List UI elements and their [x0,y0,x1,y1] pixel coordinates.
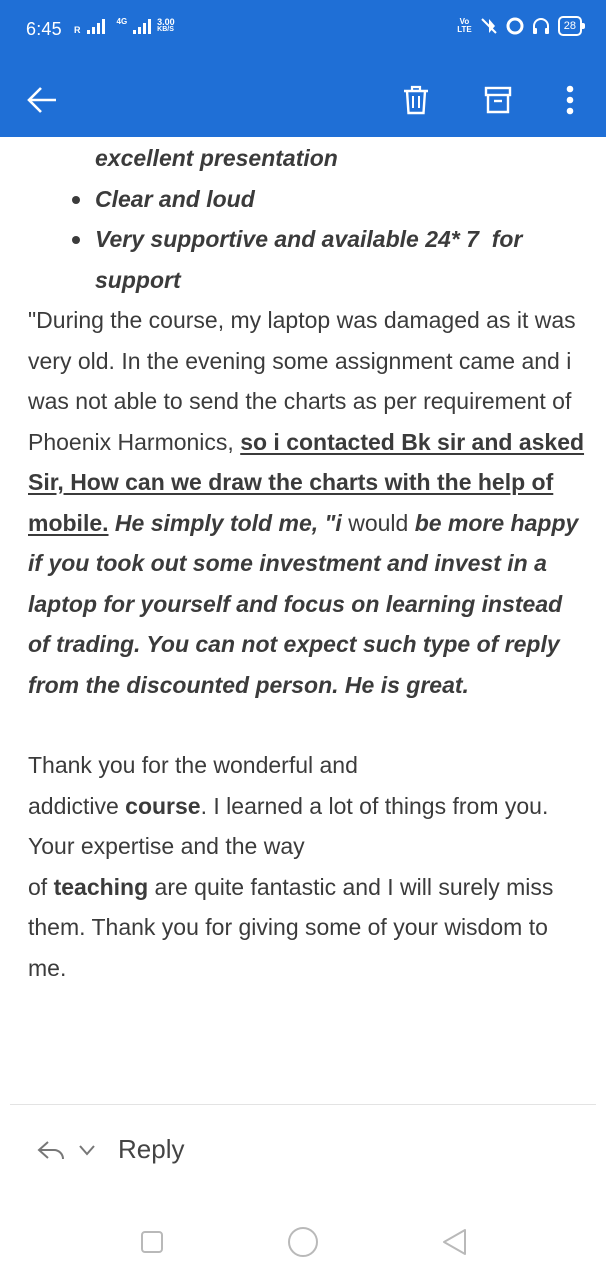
signal-icon [87,18,105,34]
battery-icon: 28 [558,16,582,36]
bullet-text: Clear and loud [95,185,255,212]
paragraph-text: addictive [28,792,126,819]
status-bar [0,0,606,62]
testimonial-paragraph [28,300,588,705]
speed-value: 3.00 [157,17,175,27]
chevron-down-icon[interactable] [78,1144,96,1156]
bullet-dot [72,196,80,204]
speed-unit: KB/S [157,26,174,33]
more-options-button[interactable] [546,76,594,124]
network-type: 4G [116,17,128,26]
carrier-label: R [74,25,81,35]
nav-back-button[interactable] [434,1222,474,1262]
paragraph-text: Thank you for the wonderful and [28,752,358,778]
volte-top: Vo [459,17,470,26]
recents-square-icon [140,1230,164,1254]
back-button[interactable] [18,76,66,124]
bold-text: teaching [53,873,149,900]
paragraph-text: "During the course, my laptop was damaged as it was very old. In the evening some assignment came and i was not able to send the charts as per requirement of Phoenix Harmonics, [28,307,576,455]
paragraph-gap [28,705,588,745]
trash-icon [401,84,431,116]
bold-text: course [125,792,201,819]
bullet-continuation: excellent presentation [95,145,338,171]
thank-you-paragraph [28,745,588,988]
bullet-dot [72,236,80,244]
reply-button[interactable]: Reply [118,1134,185,1164]
reply-arrow-icon[interactable] [36,1138,68,1162]
status-left-icons [74,18,175,34]
back-triangle-icon [440,1227,468,1257]
status-right-icons [457,16,582,36]
mute-icon [480,17,498,35]
paragraph-text: are quite fantastic and I will surely miss them. Thank you for giving some of your wisdom to me. [28,873,554,981]
signal-icon-2 [133,18,151,34]
bullet-continuation: support [95,266,181,293]
headset-icon [532,17,550,35]
app-toolbar [0,62,606,137]
reply-row[interactable] [36,1134,184,1165]
list-item [28,179,588,220]
delete-button[interactable] [392,76,440,124]
paragraph-text: of [28,873,54,900]
underlined-text: so i contacted Bk sir and asked Sir, How can we draw the charts with the help of mobile. [28,428,585,536]
paragraph-text: would [341,509,415,536]
bold-text: He simply told me, "i [108,509,342,536]
divider [10,1104,596,1105]
home-button[interactable] [283,1222,323,1262]
archive-button[interactable] [474,76,522,124]
recents-button[interactable] [132,1222,172,1262]
home-circle-icon [286,1225,320,1259]
back-arrow-icon [25,85,59,115]
bold-text: be more happy if you took out some investment and invest in a laptop for yourself and focus on learning instead of trading. You can not expect such type of reply from the discounted person. He is great. [28,509,579,698]
message-body [28,138,588,988]
archive-icon [483,85,513,115]
status-time: 6:45 [26,19,62,39]
volte-icon [457,18,472,34]
volte-bottom: LTE [457,25,472,34]
more-vert-icon [565,84,575,116]
paragraph-text: . I learned a lot of things from you. Your expertise and the way [28,792,549,859]
bullet-text: Very supportive and available 24* 7 for [95,226,523,252]
list-item [28,219,588,260]
alarm-icon [506,17,524,35]
system-nav-bar [0,1200,606,1280]
data-speed [157,18,175,34]
